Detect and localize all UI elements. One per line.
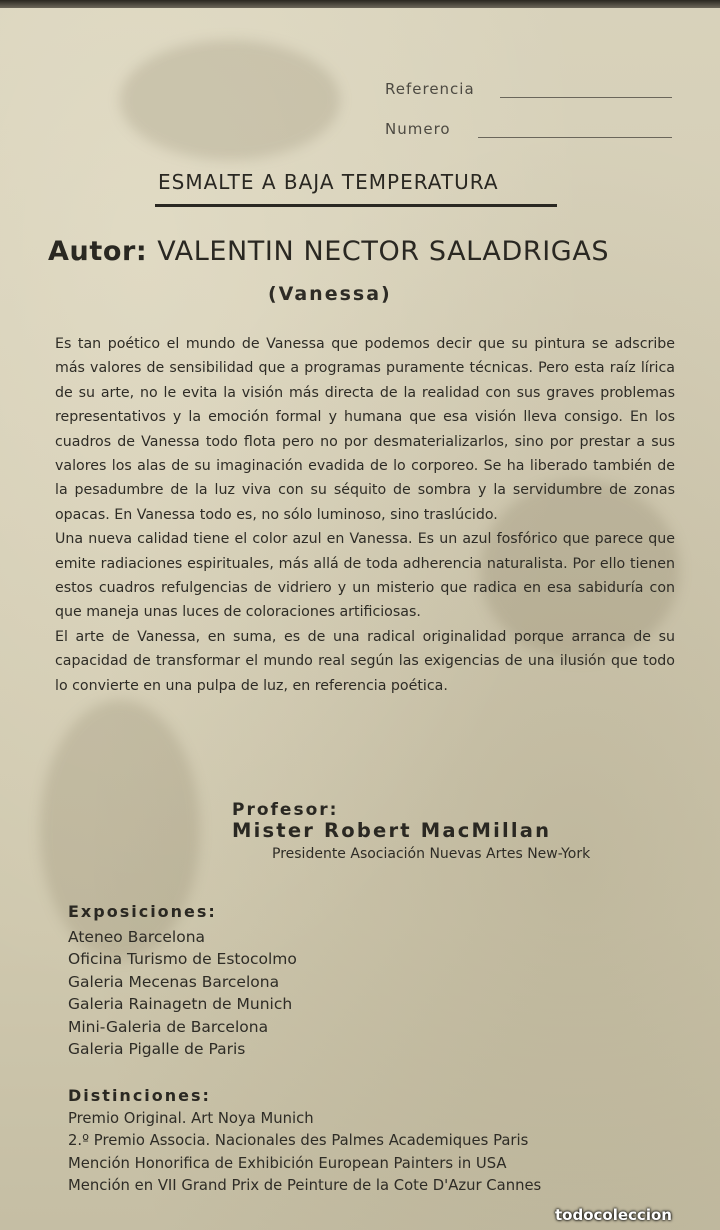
author-pseudonym: (Vanessa) [268, 283, 392, 305]
list-item: Mención Honorifica de Exhibición European Painters in USA [68, 1154, 507, 1172]
number-field-line [478, 137, 672, 138]
list-item: 2.º Premio Associa. Nacionales des Palmes Academiques Paris [68, 1132, 529, 1150]
list-item: Mini-Galeria de Barcelona [68, 1017, 269, 1036]
signature-name: Mister Robert MacMillan [232, 819, 552, 842]
list-item: Galeria Rainagetn de Munich [68, 995, 293, 1014]
body-text [55, 332, 675, 698]
exhibitions-heading: Exposiciones: [68, 902, 217, 921]
author-name: VALENTIN NECTOR SALADRIGAS [157, 236, 610, 267]
list-item: Premio Original. Art Noya Munich [68, 1110, 314, 1127]
body-paragraph: Es tan poético el mundo de Vanessa que podemos decir que su pintura se adscribe más valores de sensibilidad que a programas puramente técnicas. Pero esta raíz lírica de su arte, no le evita la visión más directa de la realidad con sus graves problemas representativos y la emoción formal y humana que esa visión lleva consigo. En los cuadros de Vanessa todo flota pero no por desmaterializarlos, sino por prestar a sus valores los alas de su imaginación evadida de lo corporeo. Se ha liberado también de la pesadumbre de la luz viva con su séquito de sombra y la servidumbre de zonas opacas. En Vanessa todo es, no sólo luminoso, sino traslúcido. [55, 336, 675, 523]
awards-heading: Distinciones: [68, 1086, 211, 1105]
reference-field-line [500, 97, 672, 98]
paper-stain [120, 40, 340, 160]
list-item: Mención en VII Grand Prix de Peinture de la Cote D'Azur Cannes [68, 1177, 542, 1195]
signature-title: Presidente Asociación Nuevas Artes New-York [272, 846, 591, 862]
list-item: Galeria Mecenas Barcelona [68, 972, 280, 991]
list-item: Ateneo Barcelona [68, 928, 206, 946]
awards-list [68, 1108, 541, 1198]
paper-stain [40, 700, 200, 960]
title-underline [155, 204, 557, 207]
list-item: Oficina Turismo de Estocolmo [68, 950, 297, 969]
author-line [48, 236, 609, 267]
body-paragraph: El arte de Vanessa, en suma, es de una radical originalidad porque arranca de su capacidad de transformar el mundo real según las exigencias de una ilusión que todo lo convierte en una pulpa de luz, en referencia poética. [55, 628, 675, 694]
reference-label: Referencia [385, 80, 475, 98]
section-title: ESMALTE A BAJA TEMPERATURA [158, 170, 499, 194]
exhibitions-list [68, 926, 297, 1060]
number-label: Numero [385, 120, 451, 138]
author-label: Autor: [48, 236, 148, 267]
signature-role: Profesor: [232, 800, 339, 820]
page-top-edge [0, 0, 720, 8]
body-paragraph: Una nueva calidad tiene el color azul en Vanessa. Es un azul fosfórico que parece que emite radiaciones espirituales, más allá de toda adherencia naturalista. Por ello tienen estos cuadros refulgencias de vidriero y un misterio que radica en esa sabiduría con que maneja unas luces de coloraciones artificiosas. [55, 531, 675, 621]
list-item: Galeria Pigalle de Paris [68, 1040, 246, 1059]
watermark-logo: todocoleccion [555, 1206, 672, 1224]
